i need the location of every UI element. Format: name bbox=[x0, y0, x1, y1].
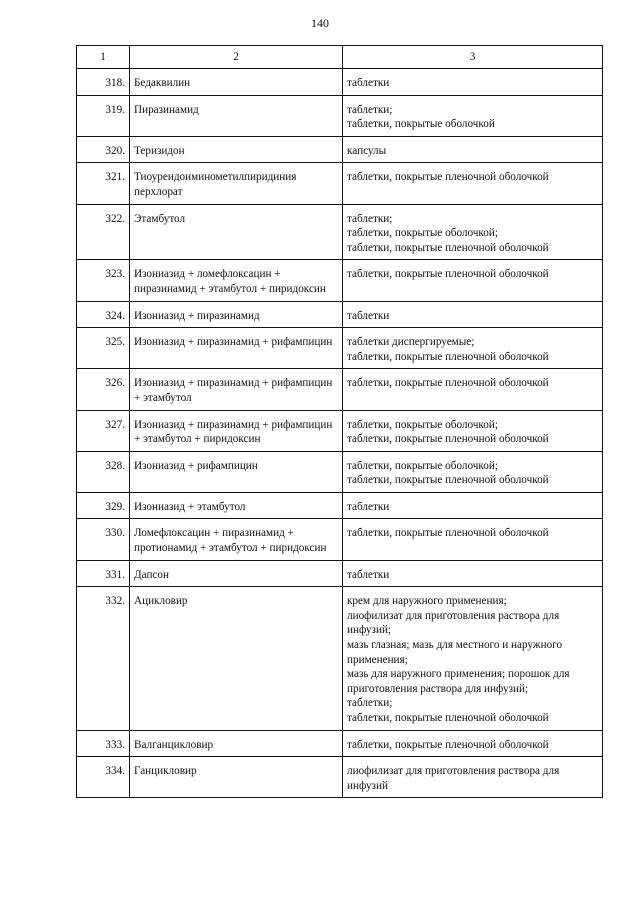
dosage-form: таблетки bbox=[347, 77, 390, 89]
dosage-form-cell bbox=[343, 69, 603, 96]
table-row bbox=[77, 369, 603, 410]
table-header bbox=[77, 46, 603, 69]
dosage-form: таблетки, покрытые оболочкой; таблетки, покрытые пленочной оболочкой bbox=[347, 418, 549, 446]
table-row bbox=[77, 260, 603, 301]
table-row bbox=[77, 328, 603, 369]
drug-name: Изониазид + пиразинамид + рифампицин bbox=[130, 328, 343, 369]
table-row bbox=[77, 587, 603, 730]
dosage-form-cell bbox=[343, 757, 603, 798]
dosage-form-cell bbox=[343, 301, 603, 328]
row-number: 321. bbox=[77, 163, 130, 204]
dosage-form: таблетки; таблетки, покрытые оболочкой bbox=[347, 103, 495, 131]
row-number: 331. bbox=[77, 560, 130, 587]
row-number: 322. bbox=[77, 204, 130, 260]
row-number: 328. bbox=[77, 451, 130, 492]
drug-table bbox=[76, 45, 603, 798]
drug-name: Изониазид + пиразинамид bbox=[130, 301, 343, 328]
drug-name: Теризидон bbox=[130, 136, 343, 163]
table-row bbox=[77, 95, 603, 136]
row-number: 320. bbox=[77, 136, 130, 163]
dosage-form-cell bbox=[343, 136, 603, 163]
drug-name: Валганцикловир bbox=[130, 730, 343, 757]
row-number: 318. bbox=[77, 69, 130, 96]
dosage-form: таблетки диспергируемые; таблетки, покрытые пленочной оболочкой bbox=[347, 336, 549, 363]
drug-name: Тиоуреидоиминометилпиридиния перхлорат bbox=[130, 163, 343, 204]
table-row bbox=[77, 69, 603, 96]
table-row bbox=[77, 730, 603, 757]
dosage-form-cell bbox=[343, 492, 603, 519]
drug-name: Дапсон bbox=[130, 560, 343, 587]
table-row bbox=[77, 136, 603, 163]
row-number: 330. bbox=[77, 519, 130, 560]
row-number: 327. bbox=[77, 410, 130, 451]
table-row bbox=[77, 492, 603, 519]
drug-name: Ацикловир bbox=[130, 587, 343, 730]
dosage-form-cell bbox=[343, 410, 603, 451]
drug-name: Изониазид + рифампицин bbox=[130, 451, 343, 492]
dosage-form-cell bbox=[343, 328, 603, 369]
dosage-form: таблетки bbox=[347, 500, 390, 513]
row-number: 334. bbox=[77, 757, 130, 798]
dosage-form: таблетки, покрытые пленочной оболочкой bbox=[347, 268, 549, 281]
row-number: 326. bbox=[77, 369, 130, 410]
dosage-form: лиофилизат для приготовления раствора для инфузий bbox=[347, 765, 560, 792]
row-number: 329. bbox=[77, 492, 130, 519]
dosage-form: таблетки, покрытые пленочной оболочкой bbox=[347, 171, 549, 184]
dosage-form-cell bbox=[343, 369, 603, 410]
row-number: 324. bbox=[77, 301, 130, 328]
dosage-form: таблетки bbox=[347, 309, 390, 322]
drug-name: Ганцикловир bbox=[130, 757, 343, 798]
row-number: 319. bbox=[77, 95, 130, 136]
row-number: 333. bbox=[77, 730, 130, 757]
drug-name: Изониазид + пиразинамид + рифампицин + этамбутол + пиридоксин bbox=[130, 410, 343, 451]
dosage-form-cell bbox=[343, 204, 603, 260]
table-row bbox=[77, 204, 603, 260]
dosage-form-cell bbox=[343, 451, 603, 492]
page-number: 140 bbox=[311, 16, 329, 30]
table-row bbox=[77, 757, 603, 798]
header-col-number: 1 bbox=[77, 46, 130, 69]
dosage-form-cell bbox=[343, 163, 603, 204]
row-number: 325. bbox=[77, 328, 130, 369]
table-row bbox=[77, 451, 603, 492]
dosage-form-cell bbox=[343, 587, 603, 730]
drug-name: Этамбутол bbox=[130, 204, 343, 260]
drug-name: Изониазид + пиразинамид + рифампицин + этамбутол bbox=[130, 369, 343, 410]
drug-name: Изониазид + этамбутол bbox=[130, 492, 343, 519]
header-col-form: 3 bbox=[343, 46, 603, 69]
row-number: 332. bbox=[77, 587, 130, 730]
dosage-form: таблетки, покрытые пленочной оболочкой bbox=[347, 377, 549, 390]
dosage-form: таблетки; таблетки, покрытые оболочкой; таблетки, покрытые пленочной оболочкой bbox=[347, 212, 549, 254]
table-row bbox=[77, 163, 603, 204]
table-row bbox=[77, 410, 603, 451]
dosage-form: крем для наружного применения; лиофилизат для приготовления раствора для инфузий; мазь глазная; мазь для местного и наружного применения; мазь для наружного применения; порошок для приготовления раствора для инфузий; таблетки; таблетки, покрытые пленочной оболочкой bbox=[347, 595, 570, 724]
table-row bbox=[77, 301, 603, 328]
table-row bbox=[77, 560, 603, 587]
drug-name: Изониазид + ломефлоксацин + пиразинамид + этамбутол + пиридоксин bbox=[130, 260, 343, 301]
drug-name: Пиразинамид bbox=[130, 95, 343, 136]
dosage-form-cell bbox=[343, 95, 603, 136]
table-row bbox=[77, 519, 603, 560]
dosage-form: таблетки, покрытые пленочной оболочкой bbox=[347, 527, 549, 540]
table-body bbox=[77, 69, 603, 798]
dosage-form: таблетки, покрытые пленочной оболочкой bbox=[347, 738, 549, 751]
dosage-form-cell bbox=[343, 560, 603, 587]
dosage-form-cell bbox=[343, 730, 603, 757]
dosage-form-cell bbox=[343, 260, 603, 301]
drug-name: Бедаквилин bbox=[130, 69, 343, 96]
dosage-form: капсулы bbox=[347, 144, 387, 157]
dosage-form-cell bbox=[343, 519, 603, 560]
dosage-form: таблетки, покрытые оболочкой; таблетки, покрытые пленочной оболочкой bbox=[347, 459, 549, 487]
dosage-form: таблетки bbox=[347, 568, 390, 581]
header-row bbox=[77, 46, 603, 69]
header-col-name: 2 bbox=[130, 46, 343, 69]
drug-name: Ломефлоксацин + пиразинамид + протионамид + этамбутол + пиридоксин bbox=[130, 519, 343, 560]
row-number: 323. bbox=[77, 260, 130, 301]
